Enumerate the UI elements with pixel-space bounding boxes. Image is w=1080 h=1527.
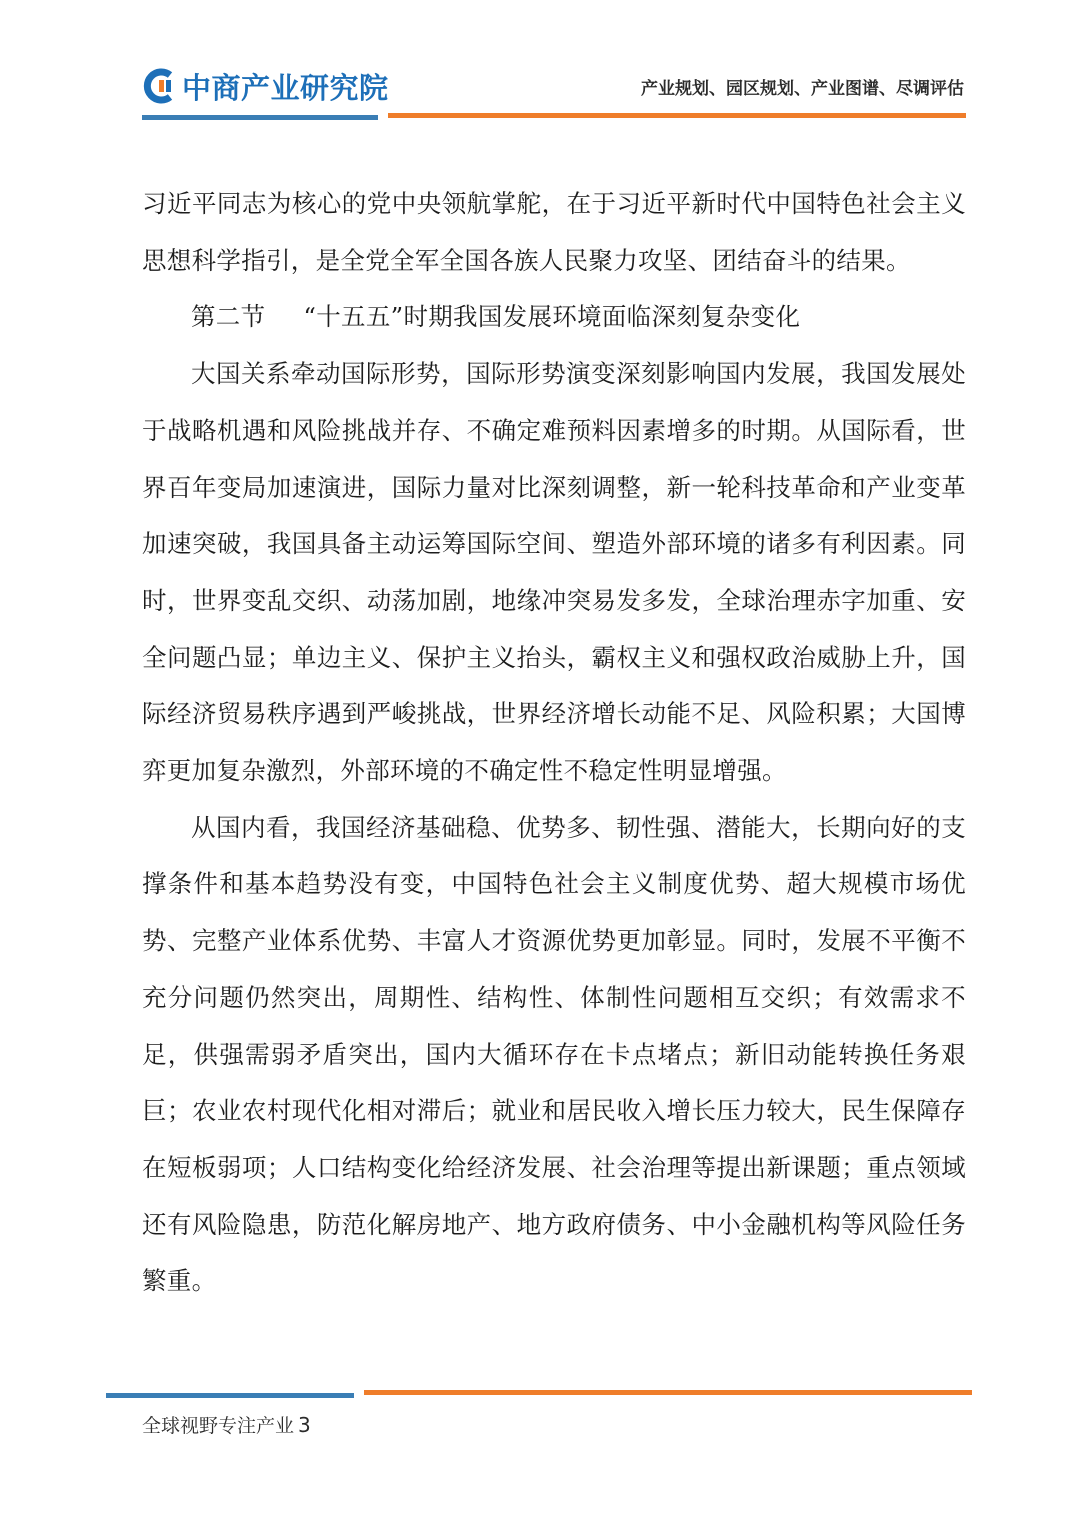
section-title: “十五五”时期我国发展环境面临深刻复杂变化 — [303, 302, 801, 332]
paragraph-continued: 习近平同志为核心的党中央领航掌舵，在于习近平新时代中国特色社会主义思想科学指引，是全党全军全国各族人民聚力攻坚、团结奋斗的结果。 — [142, 189, 966, 275]
page-footer — [142, 1411, 311, 1438]
logo-text: 中商产业研究院 — [182, 70, 389, 105]
page-number: 3 — [298, 1413, 311, 1437]
document-body — [142, 176, 966, 1310]
brand-logo — [142, 66, 389, 106]
logo-c-mark-icon — [142, 68, 178, 104]
header-tagline: 产业规划、园区规划、产业图谱、尽调评估 — [641, 79, 964, 99]
paragraph-international: 大国关系牵动国际形势，国际形势演变深刻影响国内发展，我国发展处于战略机遇和风险挑战并存、不确定难预料因素增多的时期。从国际看，世界百年变局加速演进，国际力量对比深刻调整，新一轮科技革命和产业变革加速突破，我国具备主动运筹国际空间、塑造外部环境的诸多有利因素。同时，世界变乱交织、动荡加剧，地缘冲突易发多发，全球治理赤字加重、安全问题凸显；单边主义、保护主义抬头，霸权主义和强权政治威胁上升，国际经济贸易秩序遇到严峻挑战，世界经济增长动能不足、风险积累；大国博弈更加复杂激烈，外部环境的不确定性不稳定性明显增强。 — [142, 359, 966, 786]
section-heading — [142, 289, 966, 346]
paragraph-domestic: 从国内看，我国经济基础稳、优势多、韧性强、潜能大，长期向好的支撑条件和基本趋势没有变，中国特色社会主义制度优势、超大规模市场优势、完整产业体系优势、丰富人才资源优势更加彰显。同时，发展不平衡不充分问题仍然突出，周期性、结构性、体制性问题相互交织；有效需求不足，供强需弱矛盾突出，国内大循环存在卡点堵点；新旧动能转换任务艰巨；农业农村现代化相对滞后；就业和居民收入增长压力较大，民生保障存在短板弱项；人口结构变化给经济发展、社会治理等提出新课题；重点领域还有风险隐患，防范化解房地产、地方政府债务、中小金融机构等风险任务繁重。 — [142, 812, 966, 1296]
footer-slogan: 全球视野专注产业 — [142, 1415, 295, 1437]
header-rule-blue — [142, 115, 378, 120]
footer-rule-blue — [106, 1393, 354, 1398]
footer-rule-orange — [364, 1390, 972, 1395]
section-number: 第二节 — [191, 302, 266, 332]
page-header — [0, 0, 1080, 130]
header-rule-orange — [388, 113, 966, 118]
